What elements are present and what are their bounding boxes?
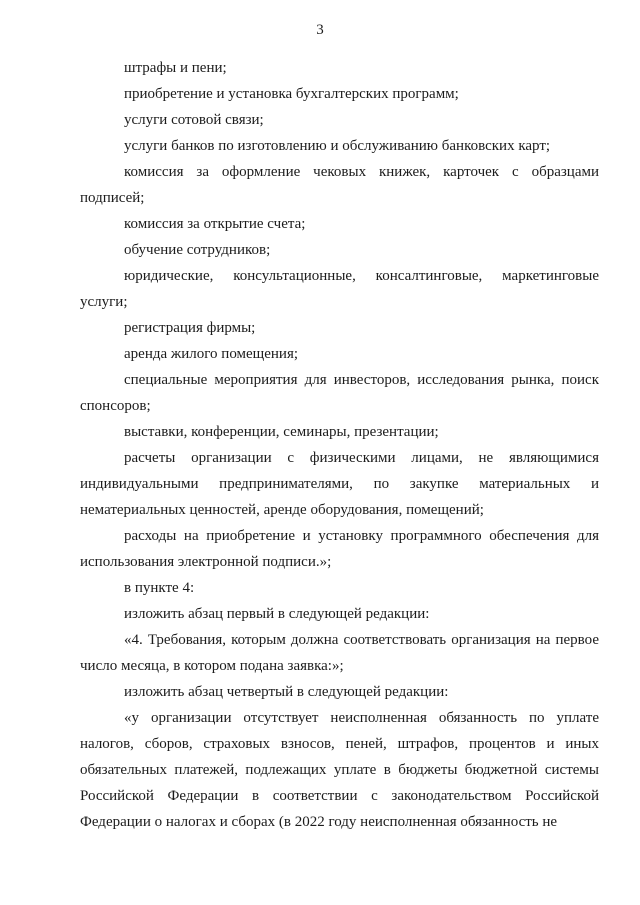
paragraph	[80, 448, 599, 526]
text-line: расчеты организации с физическими лицами, не являющимися	[124, 450, 599, 466]
text-line: специальные мероприятия для инвесторов, исследования рынка, поиск	[124, 372, 599, 388]
paragraph	[80, 578, 599, 604]
paragraph	[80, 162, 599, 214]
paragraph	[80, 318, 599, 344]
text-line: приобретение и установка бухгалтерских программ;	[124, 86, 459, 102]
paragraph	[80, 266, 599, 318]
text-line: «у организации отсутствует неисполненная обязанность по уплате	[124, 710, 599, 726]
paragraph	[80, 214, 599, 240]
paragraph	[80, 240, 599, 266]
text-line: услуги сотовой связи;	[124, 112, 264, 128]
text-line: подписей;	[80, 190, 145, 206]
text-line: обучение сотрудников;	[124, 242, 271, 258]
paragraph	[80, 682, 599, 708]
text-line: спонсоров;	[80, 398, 151, 414]
paragraph	[80, 422, 599, 448]
paragraph	[80, 110, 599, 136]
text-line: комиссия за открытие счета;	[124, 216, 306, 232]
text-line: Российской Федерации в соответствии с законодательством Российской	[80, 788, 599, 804]
text-line: штрафы и пени;	[124, 60, 227, 76]
text-line: аренда жилого помещения;	[124, 346, 299, 362]
paragraph	[80, 370, 599, 422]
text-line: «4. Требования, которым должна соответствовать организация на первое	[124, 632, 599, 648]
text-line: налогов, сборов, страховых взносов, пеней, штрафов, процентов и иных	[80, 736, 599, 752]
paragraph	[80, 604, 599, 630]
text-line: выставки, конференции, семинары, презентации;	[124, 424, 439, 440]
paragraph	[80, 84, 599, 110]
text-line: услуги;	[80, 294, 128, 310]
text-line: регистрация фирмы;	[124, 320, 256, 336]
text-line: расходы на приобретение и установку программного обеспечения для	[124, 528, 599, 544]
text-line: комиссия за оформление чековых книжек, карточек с образцами	[124, 164, 599, 180]
text-line: юридические, консультационные, консалтинговые, маркетинговые	[124, 268, 599, 284]
paragraph	[80, 708, 599, 838]
text-line: индивидуальными предпринимателями, по закупке материальных и	[80, 476, 599, 492]
text-line: число месяца, в котором подана заявка:»;	[80, 658, 344, 674]
text-line: Федерации о налогах и сборах (в 2022 году неисполненная обязанность не	[80, 814, 558, 830]
paragraph	[80, 344, 599, 370]
text-line: изложить абзац первый в следующей редакции:	[124, 606, 430, 622]
text-line: использования электронной подписи.»;	[80, 554, 332, 570]
text-line: изложить абзац четвертый в следующей редакции:	[124, 684, 449, 700]
paragraph	[80, 136, 599, 162]
text-line: нематериальных ценностей, аренде оборудования, помещений;	[80, 502, 484, 518]
paragraph	[80, 526, 599, 578]
paragraph	[80, 58, 599, 84]
text-line: обязательных платежей, подлежащих уплате в бюджеты бюджетной системы	[80, 762, 599, 778]
text-line: услуги банков по изготовлению и обслуживанию банковских карт;	[124, 138, 551, 154]
text-line: в пункте 4:	[124, 580, 195, 596]
paragraph	[80, 630, 599, 682]
page-number: 3	[316, 22, 324, 38]
